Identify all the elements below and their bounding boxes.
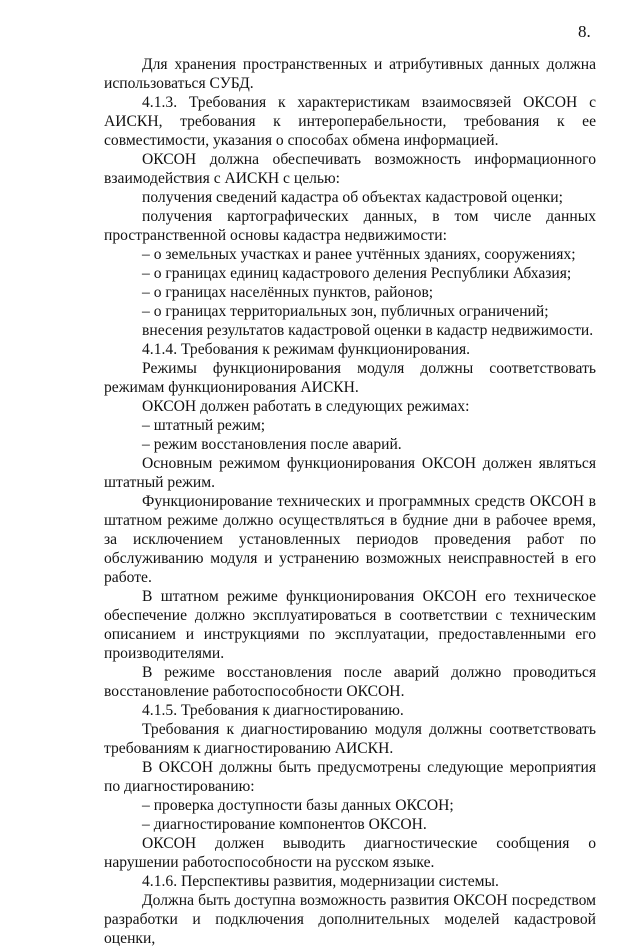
list-item: – штатный режим; [142,417,266,434]
page-number: 8. [578,22,591,41]
paragraph: В штатном режиме функционирования ОКСОН его техническое обеспечение должно эксплуатироваться в соответствии с техническим описанием и инструкциями по эксплуатации, предоставленными его производителями. [104,588,596,662]
list-item: – о границах населённых пунктов, районов; [142,284,434,301]
paragraph: Для хранения пространственных и атрибутивных данных должна использоваться СУБД. [104,56,596,92]
list-item: – проверка доступности базы данных ОКСОН; [142,797,454,814]
document-body [104,55,596,948]
section-heading: 4.1.6. Перспективы развития, модернизации системы. [142,873,499,890]
paragraph: Режимы функционирования модуля должны соответствовать режимам функционирования АИСКН. [104,360,596,396]
paragraph: Функционирование технических и программных средств ОКСОН в штатном режиме должно осуществляться в будние дни в рабочее время, за исключением установленных периодов проведения работ по обслуживанию модуля и устранению возможных неисправностей в его работе. [104,493,596,586]
list-item: получения сведений кадастра об объектах кадастровой оценки; [142,189,563,206]
list-item: – о границах единиц кадастрового деления Республики Абхазия; [142,265,572,282]
section-heading: 4.1.3. Требования к характеристикам взаимосвязей ОКСОН с АИСКН, требования к интероперабельности, требования к ее совместимости, указания о способах обмена информацией. [104,94,596,149]
list-item: – о земельных участках и ранее учтённых зданиях, сооружениях; [142,246,576,263]
paragraph: Должна быть доступна возможность развития ОКСОН посредством разработки и подключения дополнительных моделей кадастровой оценки, [104,892,596,947]
section-heading: 4.1.4. Требования к режимам функционирования. [142,341,471,358]
section-heading: 4.1.5. Требования к диагностированию. [142,702,404,719]
paragraph: ОКСОН должна обеспечивать возможность информационного взаимодействия с АИСКН с целью: [104,151,596,187]
list-item: внесения результатов кадастровой оценки в кадастр недвижимости. [142,322,594,339]
paragraph: В режиме восстановления после аварий должно проводиться восстановление работоспособности ОКСОН. [104,664,596,700]
list-item: – о границах территориальных зон, публичных ограничений; [142,303,549,320]
list-item: получения картографических данных, в том числе данных пространственной основы кадастра недвижимости: [104,208,596,244]
paragraph: ОКСОН должен выводить диагностические сообщения о нарушении работоспособности на русском языке. [104,835,596,871]
list-item: – диагностирование компонентов ОКСОН. [142,816,427,833]
paragraph: В ОКСОН должны быть предусмотрены следующие мероприятия по диагностированию: [104,759,596,795]
paragraph: Требования к диагностированию модуля должны соответствовать требованиям к диагностированию АИСКН. [104,721,596,757]
paragraph: ОКСОН должен работать в следующих режимах: [142,398,470,415]
list-item: – режим восстановления после аварий. [142,436,402,453]
paragraph: Основным режимом функционирования ОКСОН должен являться штатный режим. [104,455,596,491]
